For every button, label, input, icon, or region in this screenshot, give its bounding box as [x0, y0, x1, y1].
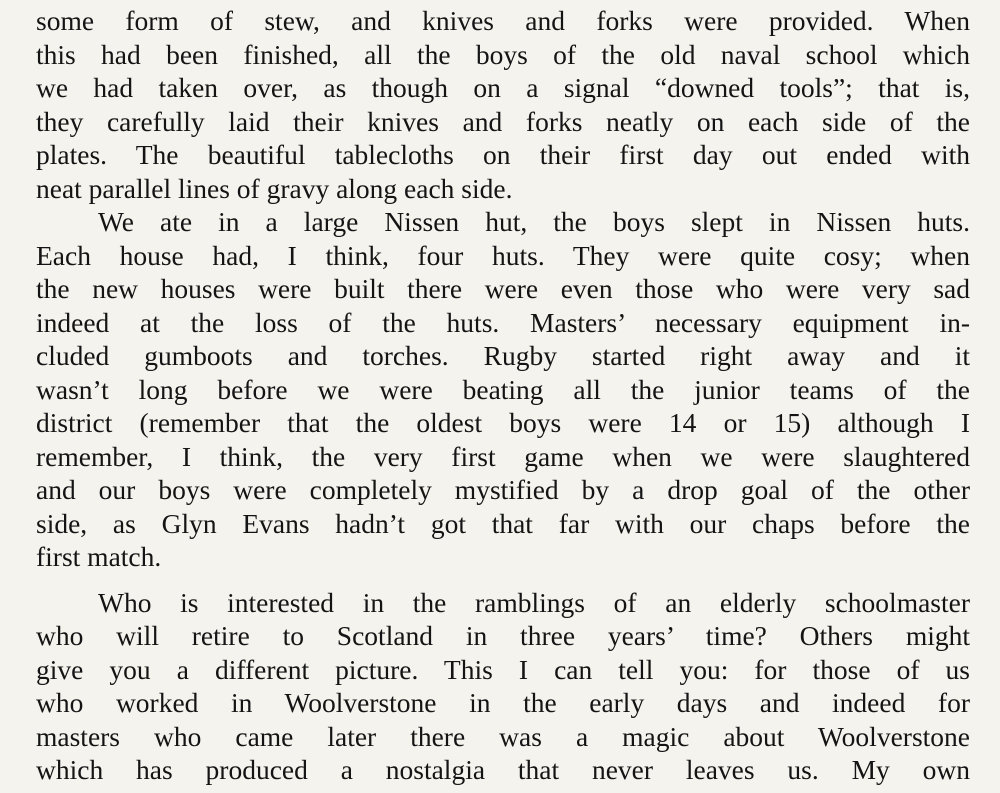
text-line: indeed at the loss of the huts. Masters’ necessary equipment in-: [36, 306, 970, 338]
text-line: wasn’t long before we were beating all the junior teams of the: [36, 373, 970, 405]
text-line: first match.: [36, 541, 162, 572]
paragraph-2: [36, 205, 970, 574]
paragraph-3: [36, 586, 970, 787]
text-line: we had taken over, as though on a signal “downed tools”; that is,: [36, 72, 970, 103]
text-line: remember, I think, the very first game when we were slaughtered: [36, 440, 970, 472]
text-line: this had been finished, all the boys of the old naval school which: [36, 38, 970, 70]
text-line: and our boys were completely mystified by a drop goal of the other: [36, 474, 970, 505]
text-line: district (remember that the oldest boys were 14 or 15) although I: [36, 407, 970, 438]
paragraph-1: [36, 4, 970, 205]
text-line: they carefully laid their knives and forks neatly on each side of the: [36, 105, 970, 137]
text-line: give you a different picture. This I can tell you: for those of us: [36, 653, 970, 685]
text-line: side, as Glyn Evans hadn’t got that far with our chaps before the: [36, 507, 970, 539]
text-line: some form of stew, and knives and forks were provided. When: [36, 5, 970, 36]
text-line: Each house had, I think, four huts. They were quite cosy; when: [36, 239, 970, 271]
paragraph-gap: [36, 574, 970, 586]
text-line: the new houses were built there were even those who were very sad: [36, 273, 970, 304]
text-line: who worked in Woolverstone in the early days and indeed for: [36, 687, 970, 718]
text-line: cluded gumboots and torches. Rugby started right away and it: [36, 340, 970, 371]
text-line: neat parallel lines of gravy along each side.: [36, 172, 513, 204]
text-line: We ate in a large Nissen hut, the boys slept in Nissen huts.: [98, 206, 970, 237]
text-line: which has produced a nostalgia that never leaves us. My own: [36, 754, 970, 785]
text-line: who will retire to Scotland in three years’ time? Others might: [36, 620, 970, 651]
text-line: plates. The beautiful tablecloths on their first day out ended with: [36, 139, 970, 170]
text-column: [36, 4, 970, 787]
text-line: Who is interested in the ramblings of an elderly schoolmaster: [98, 586, 970, 618]
text-line: masters who came later there was a magic about Woolverstone: [36, 720, 970, 752]
